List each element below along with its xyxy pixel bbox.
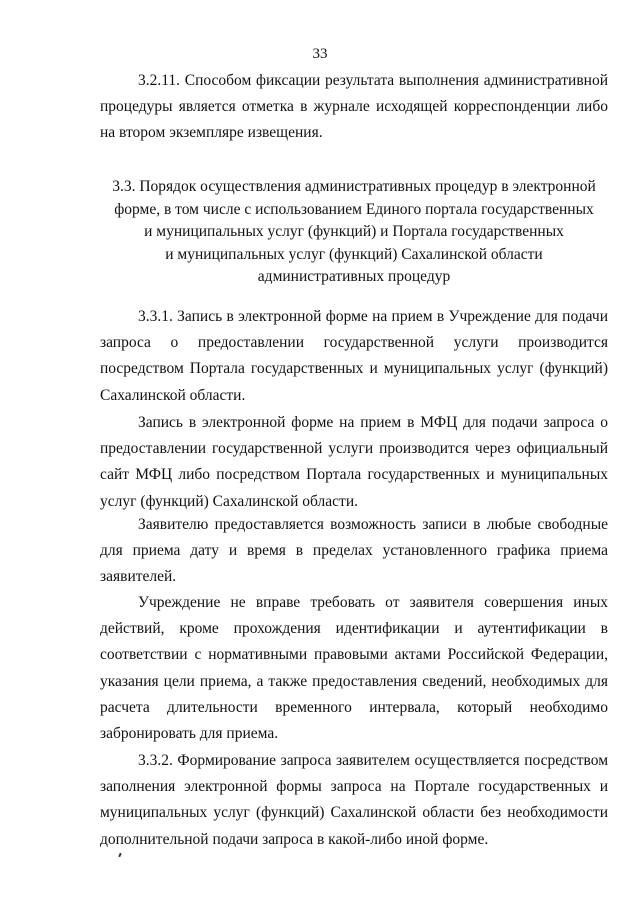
paragraph-3-3-1: 3.3.1. Запись в электронной форме на прием в Учреждение для подачи запроса о предоставлении государственной услуги производится посредством Портала государственных и муниципальных услуг (функций) Сахалинской области. — [100, 308, 608, 404]
heading-line: административных процедур — [257, 268, 451, 285]
paragraph-mfc-booking: Запись в электронной форме на прием в МФЦ для подачи запроса о предоставлении государственной услуги производится через официальный сайт МФЦ либо посредством Портала государственных и муниципальных услуг (функций) Сахалинской области. — [100, 414, 608, 510]
paragraph-free-slots: Заявителю предоставляется возможность записи в любые свободные для приема дату и время в пределах установленного графика приема заявителей. — [100, 516, 608, 586]
paragraph-3-2-11: 3.2.11. Способом фиксации результата выполнения административной процедуры является отметка в журнале исходящей корреспонденции либо на втором экземпляре извещения. — [100, 72, 608, 142]
page-number: 33 — [312, 46, 328, 62]
scan-mark — [118, 853, 122, 857]
paragraph-3-3-2: 3.3.2. Формирование запроса заявителем осуществляется посредством заполнения электронной формы запроса на Портале государственных и муниципальных услуг (функций) Сахалинской области без необходимости дополнительной подачи запроса в какой-либо иной форме. — [100, 752, 608, 848]
paragraph-no-extra-actions: Учреждение не вправе требовать от заявителя совершения иных действий, кроме прохождения идентификации и аутентификации в соответствии с нормативными правовыми актами Российской Федерации, указания цели приема, а также предоставления сведений, необходимых для расчета длительности временного интервала, который необходимо забронировать для приема. — [100, 594, 608, 743]
heading-line: форме, в том числе с использованием Единого портала государственных — [114, 200, 594, 218]
heading-line: и муниципальных услуг (функций) Сахалинской области — [165, 245, 543, 263]
heading-line: и муниципальных услуг (функций) и Портала государственных — [144, 223, 564, 240]
heading-line: 3.3. Порядок осуществления административных процедур в электронной — [112, 178, 596, 195]
section-3-3-heading — [100, 176, 608, 289]
